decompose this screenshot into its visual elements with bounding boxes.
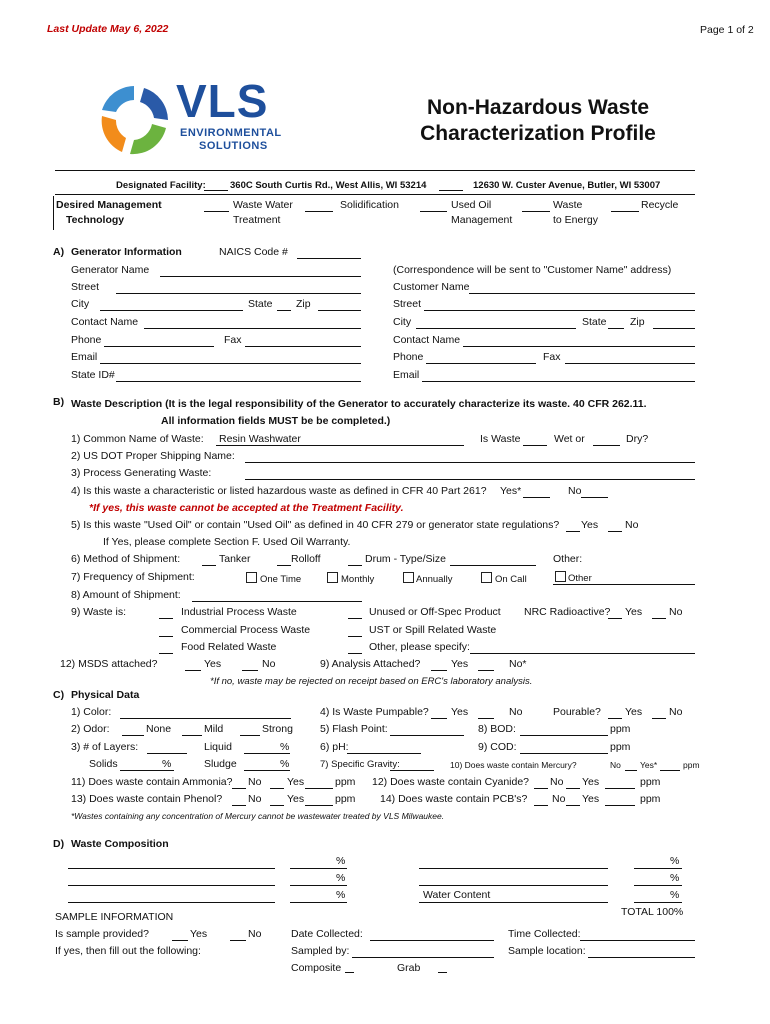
- analysis-yes: Yes: [451, 658, 469, 670]
- zip-label: Zip: [296, 298, 311, 310]
- pcb-no: No: [552, 793, 566, 805]
- pour-no: No: [669, 706, 683, 718]
- cpw-label: Commercial Process Waste: [181, 624, 311, 636]
- page-number: Page 1 of 2: [700, 24, 754, 36]
- sample-provided-label: Is sample provided?: [55, 928, 149, 940]
- odor-label: 2) Odor:: [71, 723, 110, 735]
- ammonia-ppm-field[interactable]: [305, 788, 333, 789]
- onetime-label: One Time: [260, 574, 302, 585]
- water-content-label: Water Content: [423, 889, 491, 901]
- analysis-label: 9) Analysis Attached?: [320, 658, 421, 670]
- mgmt-label-2: Technology: [66, 214, 125, 226]
- freq-other-label: Other: [568, 573, 592, 584]
- mercury-label: 10) Does waste contain Mercury?: [450, 760, 577, 770]
- sample-location-label: Sample location:: [508, 945, 586, 957]
- logo-text: VLS: [176, 75, 269, 127]
- q5-no: No: [625, 519, 639, 531]
- pour-yes-blank[interactable]: [608, 718, 622, 719]
- mgmt-oil-blank[interactable]: [420, 211, 447, 212]
- c-contact-label: Contact Name: [393, 334, 461, 346]
- sludge-label: Sludge: [204, 758, 237, 770]
- street-field[interactable]: [116, 293, 361, 294]
- c-zip-label: Zip: [630, 316, 645, 328]
- c-street-label: Street: [393, 298, 422, 310]
- logo-line1: ENVIRONMENTAL: [180, 127, 282, 139]
- sampled-by-field[interactable]: [352, 957, 494, 958]
- tanker-blank[interactable]: [202, 565, 216, 566]
- ipw-blank[interactable]: [159, 618, 173, 619]
- q5-label: 5) Is this waste "Used Oil" or contain "Used Oil" as defined in 40 CFR 279 or generator state regulations?: [71, 519, 560, 531]
- q7-label: 7) Frequency of Shipment:: [71, 571, 195, 583]
- solids-field[interactable]: [120, 770, 174, 771]
- oncall-label: On Call: [495, 574, 527, 585]
- pcb-no-blank[interactable]: [534, 805, 548, 806]
- msds-no-blank[interactable]: [242, 670, 258, 671]
- tanker-label: Tanker: [219, 553, 251, 565]
- sample-fill-note: If yes, then fill out the following:: [55, 945, 201, 957]
- ust-blank[interactable]: [348, 636, 362, 637]
- sludge-pct: %: [280, 758, 290, 770]
- pour-no-blank[interactable]: [652, 718, 666, 719]
- contact-label: Contact Name: [71, 316, 139, 328]
- c-city-label: City: [393, 316, 412, 328]
- is-waste-label: Is Waste: [480, 433, 521, 445]
- comp-name-5[interactable]: [419, 885, 608, 886]
- comp-pct-5[interactable]: [634, 885, 682, 886]
- liquid-label: Liquid: [204, 741, 233, 753]
- water-pct-field[interactable]: [634, 902, 682, 903]
- logo-line2: SOLUTIONS: [199, 140, 268, 152]
- q2-field[interactable]: [245, 462, 695, 463]
- msds-yes-blank[interactable]: [185, 670, 201, 671]
- pcb-ppm-field[interactable]: [605, 805, 635, 806]
- drum-label: Drum - Type/Size: [365, 553, 446, 565]
- cod-ppm: ppm: [610, 741, 631, 753]
- cyanide-label: 12) Does waste contain Cyanide?: [372, 776, 530, 788]
- q4-label: 4) Is this waste a characteristic or listed hazardous waste as defined in CFR 40 Part 261?: [71, 485, 487, 497]
- contact-field[interactable]: [144, 328, 361, 329]
- sg-field[interactable]: [390, 770, 434, 771]
- msds-label: 12) MSDS attached?: [60, 658, 158, 670]
- mgmt-waste-energy: Waste: [553, 199, 583, 211]
- ipw-label: Industrial Process Waste: [181, 606, 297, 618]
- oncall-checkbox[interactable]: [481, 572, 492, 583]
- freq-other-checkbox[interactable]: [555, 571, 566, 582]
- phenol-ppm-field[interactable]: [305, 805, 333, 806]
- facility-option-1: 360C South Curtis Rd., West Allis, WI 53214: [230, 180, 427, 191]
- sample-yes-blank[interactable]: [172, 940, 188, 941]
- cpw-blank[interactable]: [159, 636, 173, 637]
- pcb-yes: Yes: [582, 793, 600, 805]
- c-email-label: Email: [393, 369, 420, 381]
- q8-field[interactable]: [192, 601, 362, 602]
- form-title-line2: Characterization Profile: [420, 122, 656, 145]
- zip-field[interactable]: [318, 310, 361, 311]
- correspondence-note: (Correspondence will be sent to "Customer Name" address): [393, 264, 672, 276]
- monthly-label: Monthly: [341, 574, 375, 585]
- c-state-label: State: [582, 316, 607, 328]
- msds-no: No: [262, 658, 276, 670]
- ammonia-label: 11) Does waste contain Ammonia?: [71, 776, 233, 788]
- q4-no: No: [568, 485, 582, 497]
- mgmt-label-1: Desired Management: [56, 199, 162, 211]
- freq-other-field[interactable]: [553, 584, 695, 585]
- color-label: 1) Color:: [71, 706, 112, 718]
- q1-value[interactable]: Resin Washwater: [219, 433, 301, 445]
- is-waste-blank[interactable]: [523, 445, 547, 446]
- composite-blank[interactable]: [345, 972, 354, 973]
- q1-label: 1) Common Name of Waste:: [71, 433, 204, 445]
- form-title-line1: Non-Hazardous Waste: [426, 96, 650, 119]
- comp-pct-sign-6: %: [670, 889, 680, 901]
- mgmt-waste-energy-2: to Energy: [553, 214, 598, 226]
- odor-none-blank[interactable]: [122, 735, 144, 736]
- unused-blank[interactable]: [348, 618, 362, 619]
- pour-yes: Yes: [625, 706, 643, 718]
- q2-label: 2) US DOT Proper Shipping Name:: [71, 450, 235, 462]
- phenol-yes: Yes: [287, 793, 305, 805]
- date-collected-label: Date Collected:: [291, 928, 363, 940]
- q4-warning: *If yes, this waste cannot be accepted at the Treatment Facility.: [89, 502, 404, 514]
- flash-label: 5) Flash Point:: [320, 723, 388, 735]
- pump-no-blank[interactable]: [478, 718, 494, 719]
- solids-pct: %: [162, 758, 172, 770]
- bod-label: 8) BOD:: [478, 723, 516, 735]
- pump-yes: Yes: [451, 706, 469, 718]
- ammonia-yes: Yes: [287, 776, 305, 788]
- section-c-title: Physical Data: [71, 689, 140, 701]
- cyanide-no-blank[interactable]: [534, 788, 548, 789]
- rolloff-blank[interactable]: [277, 565, 291, 566]
- rolloff-label: Rolloff: [291, 553, 321, 565]
- comp-pct-sign-4: %: [670, 855, 680, 867]
- nrc-no-blank[interactable]: [652, 618, 666, 619]
- annually-label: Annually: [416, 574, 453, 585]
- comp-name-4[interactable]: [419, 868, 608, 869]
- phenol-no: No: [248, 793, 262, 805]
- hg-yes-blank[interactable]: [660, 770, 680, 771]
- sample-location-field[interactable]: [588, 957, 695, 958]
- other-spec-blank[interactable]: [348, 653, 362, 654]
- section-c-letter: C): [53, 689, 65, 701]
- comp-pct-sign-5: %: [670, 872, 680, 884]
- flash-field[interactable]: [390, 735, 464, 736]
- q4-no-blank[interactable]: [581, 497, 608, 498]
- pump-yes-blank[interactable]: [431, 718, 447, 719]
- street-label: Street: [71, 281, 100, 293]
- date-collected-field[interactable]: [370, 940, 494, 941]
- last-update: Last Update May 6, 2022: [47, 23, 169, 35]
- other-spec-label: Other, please specify:: [369, 641, 470, 653]
- time-collected-field[interactable]: [580, 940, 695, 941]
- cyanide-yes-blank[interactable]: [566, 788, 580, 789]
- hg-no: No: [610, 760, 621, 770]
- state-id-field[interactable]: [116, 381, 361, 382]
- liquid-pct: %: [280, 741, 290, 753]
- c-fax-field[interactable]: [565, 363, 695, 364]
- q9-label: 9) Waste is:: [71, 606, 127, 618]
- nrc-yes: Yes: [625, 606, 643, 618]
- q4-yes-blank[interactable]: [523, 497, 550, 498]
- q3-field[interactable]: [245, 479, 695, 480]
- liquid-field[interactable]: [244, 753, 290, 754]
- facility-label: Designated Facility:: [116, 180, 206, 191]
- logo-swirl-icon: [94, 80, 174, 160]
- analysis-note: *If no, waste may be rejected on receipt based on ERC's laboratory analysis.: [210, 676, 533, 687]
- fax-label: Fax: [224, 334, 242, 346]
- annually-checkbox[interactable]: [403, 572, 414, 583]
- total-label: TOTAL 100%: [621, 906, 684, 918]
- customer-name-label: Customer Name: [393, 281, 470, 293]
- cyanide-yes: Yes: [582, 776, 600, 788]
- bod-field[interactable]: [520, 735, 608, 736]
- comp-name-2[interactable]: [68, 885, 275, 886]
- email-field[interactable]: [100, 363, 361, 364]
- city-field[interactable]: [100, 310, 243, 311]
- c-phone-field[interactable]: [426, 363, 536, 364]
- odor-mild-blank[interactable]: [182, 735, 202, 736]
- comp-pct-1[interactable]: [290, 868, 347, 869]
- state-field[interactable]: [277, 310, 291, 311]
- naics-label: NAICS Code #: [219, 246, 288, 258]
- mgmt-solid-blank[interactable]: [305, 211, 333, 212]
- state-id-label: State ID#: [71, 369, 115, 381]
- city-label: City: [71, 298, 90, 310]
- q4-yes: Yes*: [500, 485, 522, 497]
- naics-field[interactable]: [297, 258, 361, 259]
- q5-yes: Yes: [581, 519, 599, 531]
- section-b-letter: B): [53, 396, 65, 408]
- q8-label: 8) Amount of Shipment:: [71, 589, 181, 601]
- analysis-yes-blank[interactable]: [431, 670, 447, 671]
- sg-label: 7) Specific Gravity:: [320, 759, 400, 770]
- comp-pct-3[interactable]: [290, 902, 347, 903]
- comp-name-3[interactable]: [68, 902, 275, 903]
- c-zip-field[interactable]: [653, 328, 695, 329]
- gen-name-field[interactable]: [160, 276, 361, 277]
- c-phone-label: Phone: [393, 351, 424, 363]
- gen-name-label: Generator Name: [71, 264, 150, 276]
- comp-pct-2[interactable]: [290, 885, 347, 886]
- c-fax-label: Fax: [543, 351, 561, 363]
- phenol-ppm: ppm: [335, 793, 356, 805]
- pcb-yes-blank[interactable]: [566, 805, 580, 806]
- mgmt-used-oil: Used Oil: [451, 199, 492, 211]
- phenol-no-blank[interactable]: [232, 805, 246, 806]
- ust-label: UST or Spill Related Waste: [369, 624, 497, 636]
- ph-label: 6) pH:: [320, 741, 349, 753]
- nrc-yes-blank[interactable]: [608, 618, 622, 619]
- mgmt-recycle: Recycle: [641, 199, 679, 211]
- ammonia-yes-blank[interactable]: [270, 788, 284, 789]
- comp-pct-sign-1: %: [336, 855, 346, 867]
- state-label: State: [248, 298, 273, 310]
- comp-name-1[interactable]: [68, 868, 275, 869]
- onetime-checkbox[interactable]: [246, 572, 257, 583]
- fax-field[interactable]: [245, 346, 361, 347]
- composite-label: Composite: [291, 962, 342, 974]
- layers-field[interactable]: [147, 753, 187, 754]
- frw-label: Food Related Waste: [181, 641, 277, 653]
- q6-label: 6) Method of Shipment:: [71, 553, 181, 565]
- q5-yes-blank[interactable]: [566, 531, 580, 532]
- q5-no-blank[interactable]: [608, 531, 622, 532]
- odor-strong-blank[interactable]: [240, 735, 260, 736]
- odor-strong: Strong: [262, 723, 293, 735]
- mgmt-wwt: Waste Water: [233, 199, 293, 211]
- wet-blank[interactable]: [593, 445, 620, 446]
- mercury-note: *Wastes containing any concentration of Mercury cannot be wastewater treated by VLS Milwaukee.: [71, 811, 445, 821]
- sampled-by-label: Sampled by:: [291, 945, 350, 957]
- q3-label: 3) Process Generating Waste:: [71, 467, 212, 479]
- c-contact-field[interactable]: [463, 346, 695, 347]
- customer-name-field[interactable]: [469, 293, 695, 294]
- grab-blank[interactable]: [438, 972, 447, 973]
- unused-label: Unused or Off-Spec Product: [369, 606, 501, 618]
- section-d-title: Waste Composition: [71, 838, 169, 850]
- section-b-title: Waste Description (It is the legal responsibility of the Generator to accurately characterize its waste. 40 CFR 262.11.: [71, 398, 647, 410]
- ammonia-ppm: ppm: [335, 776, 356, 788]
- comp-pct-sign-2: %: [336, 872, 346, 884]
- time-collected-label: Time Collected:: [508, 928, 581, 940]
- other-spec-field[interactable]: [470, 653, 695, 654]
- sample-no-blank[interactable]: [230, 940, 246, 941]
- phone-field[interactable]: [104, 346, 214, 347]
- mgmt-solidification: Solidification: [340, 199, 399, 211]
- c-city-field[interactable]: [416, 328, 576, 329]
- mgmt-used-oil-2: Management: [451, 214, 513, 226]
- section-b-title2: All information fields MUST be be completed.): [161, 415, 391, 427]
- ph-field[interactable]: [347, 753, 421, 754]
- mgmt-recycle-blank[interactable]: [611, 211, 639, 212]
- grab-label: Grab: [397, 962, 421, 974]
- nrc-no: No: [669, 606, 683, 618]
- pcb-label: 14) Does waste contain PCB's?: [380, 793, 528, 805]
- cod-field[interactable]: [520, 753, 608, 754]
- comp-pct-sign-3: %: [336, 889, 346, 901]
- layers-label: 3) # of Layers:: [71, 741, 139, 753]
- monthly-checkbox[interactable]: [327, 572, 338, 583]
- hg-ppm: ppm: [683, 760, 700, 770]
- dry-label: Dry?: [626, 433, 649, 445]
- q5-note: If Yes, please complete Section F. Used Oil Warranty.: [103, 536, 351, 548]
- sample-title: SAMPLE INFORMATION: [55, 911, 174, 923]
- mgmt-wwt-blank[interactable]: [204, 211, 229, 212]
- phone-label: Phone: [71, 334, 102, 346]
- section-a-title: Generator Information: [71, 246, 182, 258]
- cyanide-no: No: [550, 776, 564, 788]
- pcb-ppm: ppm: [640, 793, 661, 805]
- sludge-field[interactable]: [244, 770, 290, 771]
- c-email-field[interactable]: [422, 381, 695, 382]
- phenol-label: 13) Does waste contain Phenol?: [71, 793, 223, 805]
- frw-blank[interactable]: [159, 653, 173, 654]
- email-label: Email: [71, 351, 98, 363]
- wet-label: Wet or: [554, 433, 585, 445]
- comp-pct-4[interactable]: [634, 868, 682, 869]
- pumpable-label: 4) Is Waste Pumpable?: [320, 706, 429, 718]
- ammonia-no-blank[interactable]: [232, 788, 246, 789]
- hg-no-blank[interactable]: [625, 770, 637, 771]
- cod-label: 9) COD:: [478, 741, 517, 753]
- analysis-no: No*: [509, 658, 527, 670]
- cyanide-ppm: ppm: [640, 776, 661, 788]
- solids-label: Solids: [89, 758, 118, 770]
- facility-option-2: 12630 W. Custer Avenue, Butler, WI 53007: [473, 180, 661, 191]
- drum-blank[interactable]: [348, 565, 362, 566]
- phenol-yes-blank[interactable]: [270, 805, 284, 806]
- color-field[interactable]: [120, 718, 291, 719]
- analysis-no-blank[interactable]: [478, 670, 494, 671]
- section-d-letter: D): [53, 838, 65, 850]
- odor-mild: Mild: [204, 723, 224, 735]
- hg-yes: Yes*: [640, 760, 658, 770]
- pourable-label: Pourable?: [553, 706, 601, 718]
- drum-field[interactable]: [450, 565, 536, 566]
- c-state-field[interactable]: [608, 328, 624, 329]
- bod-ppm: ppm: [610, 723, 631, 735]
- msds-yes: Yes: [204, 658, 222, 670]
- ammonia-no: No: [248, 776, 262, 788]
- sample-yes: Yes: [190, 928, 208, 940]
- c-street-field[interactable]: [424, 310, 695, 311]
- mgmt-wwt-2: Treatment: [233, 214, 281, 226]
- pump-no: No: [509, 706, 523, 718]
- ship-other-label: Other:: [553, 553, 583, 565]
- odor-none: None: [146, 723, 172, 735]
- mgmt-wte-blank[interactable]: [522, 211, 550, 212]
- sample-no: No: [248, 928, 262, 940]
- section-a-letter: A): [53, 246, 65, 258]
- cyanide-ppm-field[interactable]: [605, 788, 635, 789]
- nrc-label: NRC Radioactive?: [524, 606, 611, 618]
